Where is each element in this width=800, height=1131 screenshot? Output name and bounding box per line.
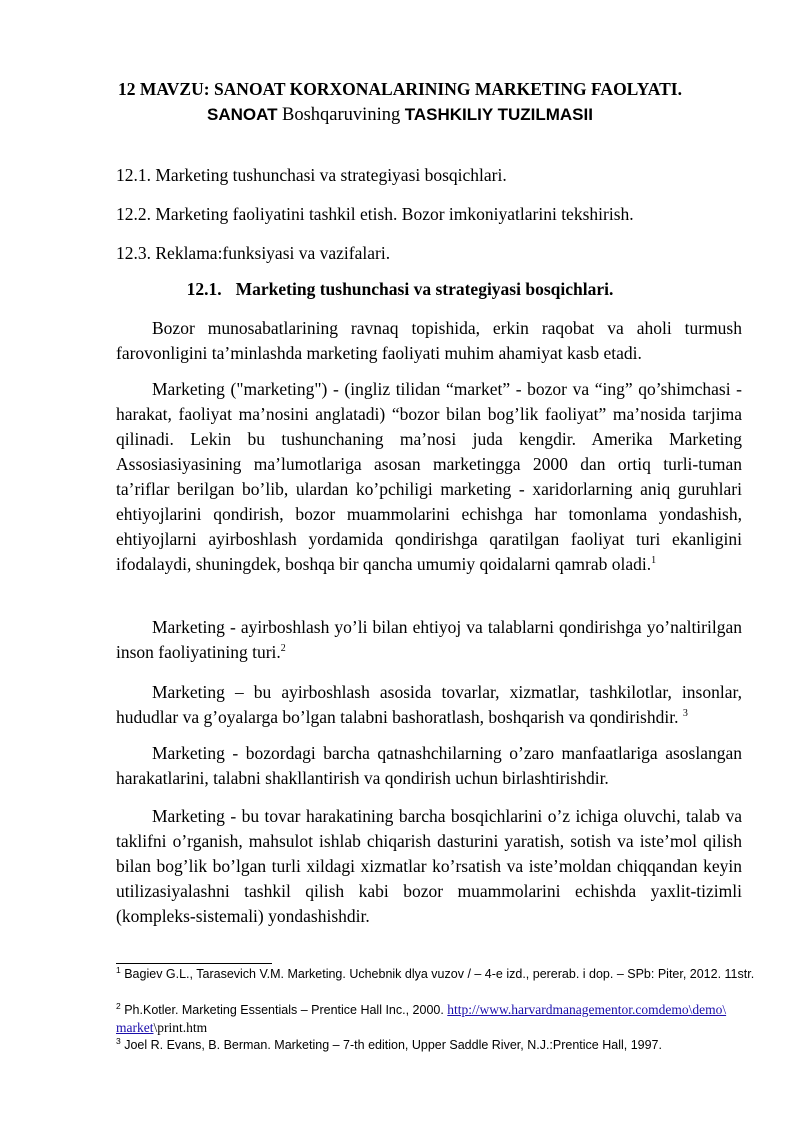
document-subtitle (60, 102, 740, 127)
paragraph-3 (116, 615, 742, 665)
section-number: 12.1. (186, 279, 222, 299)
toc-item-3: 12.3. Reklama:funksiyasi va vazifalari. (116, 243, 391, 263)
toc-item-1: 12.1. Marketing tushunchasi va strategiyasi bosqichlari. (116, 165, 507, 185)
footnote-1 (116, 966, 756, 983)
footnote-ref-3[interactable]: 3 (682, 708, 688, 719)
section-title: Marketing tushunchasi va strategiyasi bosqichlari. (235, 279, 614, 299)
footnote-ref-1[interactable]: 1 (651, 555, 657, 566)
footnote-link[interactable]: http://www.harvardmanagementor.comdemo\demo\ (447, 1002, 727, 1017)
paragraph-text: Marketing - bu tovar harakatining barcha bosqichlarini o’z ichiga oluvchi, talab va taklifni o’rganish, mahsulot ishlab chiqarish dasturini yaratish, sotish va iste’mol qilish bilan bog’lik bo’lgan turli xildagi xizmatlar ko’rsatish va iste’moldan chiqqandan keyin utilizasiyalashni tashkil qilish kabi bozor muammolarini echishda yaxlit-tizimli (kompleks-sistemali) yondashishdir. (116, 806, 742, 926)
subtitle-part-1: SANOAT (207, 105, 278, 124)
footnote-separator (116, 963, 272, 964)
paragraph-text: Marketing - ayirboshlash yo’li bilan ehtiyoj va talablarni qondirishga yo’naltirilgan inson faoliyatining turi. (116, 617, 742, 662)
document-title: 12 MAVZU: SANOAT KORXONALARINING MARKETING FAOLYATI. (118, 79, 682, 99)
toc-item-2: 12.2. Marketing faoliyatini tashkil etish. Bozor imkoniyatlarini tekshirish. (116, 204, 634, 224)
footnote-number: 2 (116, 1001, 121, 1011)
paragraph-4 (116, 680, 742, 730)
paragraph-5 (116, 741, 742, 791)
footnote-2 (116, 1001, 756, 1037)
paragraph-text: Marketing - bozordagi barcha qatnashchilarning o’zaro manfaatlariga asoslangan harakatlarini, talabni shakllantirish va qondirish uchun birlashtirishdir. (116, 743, 742, 788)
footnote-link-continued[interactable]: market (116, 1020, 154, 1035)
footnote-link-tail: \print.htm (153, 1020, 208, 1035)
paragraph-text: Marketing ("marketing") - (ingliz tilidan “market” - bozor va “ing” qo’shimchasi - harakat, faoliyat ma’nosini anglatadi) “bozor bilan bog’lik faoliyat” ma’nosida tarjima qilinadi. Lekin bu tushunchaning ma’nosi juda kengdir. Amerika Marketing Assosiasiyasining ma’lumotlariga asosan marketingga 2000 dan ortiq turli-tuman ta’riflar berilgan bo’lib, ulardan ko’pchiligi marketing - xaridorlarning aniq guruhlari ehtiyojlarini qondirish, bozor muammolarini echishga har tomonlama yondashish, ehtiyojlarni ayirboshlash yordamida qondirishga qaratilgan faoliyat turi ekanligini ifodalaydi, shuningdek, boshqa bir qancha umumiy qoidalarni qamrab oladi. (116, 379, 742, 574)
subtitle-part-2: Boshqaruvining (282, 105, 401, 125)
footnote-text: Ph.Kotler. Marketing Essentials – Prentice Hall Inc., 2000. (124, 1003, 448, 1017)
footnote-number: 3 (116, 1036, 121, 1046)
paragraph-2 (116, 377, 742, 577)
paragraph-6 (116, 804, 742, 929)
footnote-number: 1 (116, 965, 121, 975)
section-heading (60, 278, 740, 300)
paragraph-text: Marketing – bu ayirboshlash asosida tovarlar, xizmatlar, tashkilotlar, insonlar, hududlar va g’oyalarga bo’lgan talabni bashoratlash, boshqarish va qondirishdir. (116, 682, 742, 727)
paragraph-1 (116, 316, 742, 366)
footnote-3 (116, 1037, 756, 1054)
footnote-text: Joel R. Evans, B. Berman. Marketing – 7-th edition, Upper Saddle River, N.J.:Prentice Hall, 1997. (124, 1038, 662, 1052)
paragraph-text: Bozor munosabatlarining ravnaq topishida, erkin raqobat va aholi turmush farovonligini ta’minlashda marketing faoliyati muhim ahamiyat kasb etadi. (116, 318, 742, 363)
footnote-ref-2[interactable]: 2 (280, 643, 286, 654)
footnote-text: Bagiev G.L., Tarasevich V.M. Marketing. Uchebnik dlya vuzov / – 4-e izd., pererab. i dop. – SPb: Piter, 2012. 11str. (124, 967, 755, 981)
subtitle-part-3: TASHKILIY TUZILMASII (404, 105, 593, 124)
